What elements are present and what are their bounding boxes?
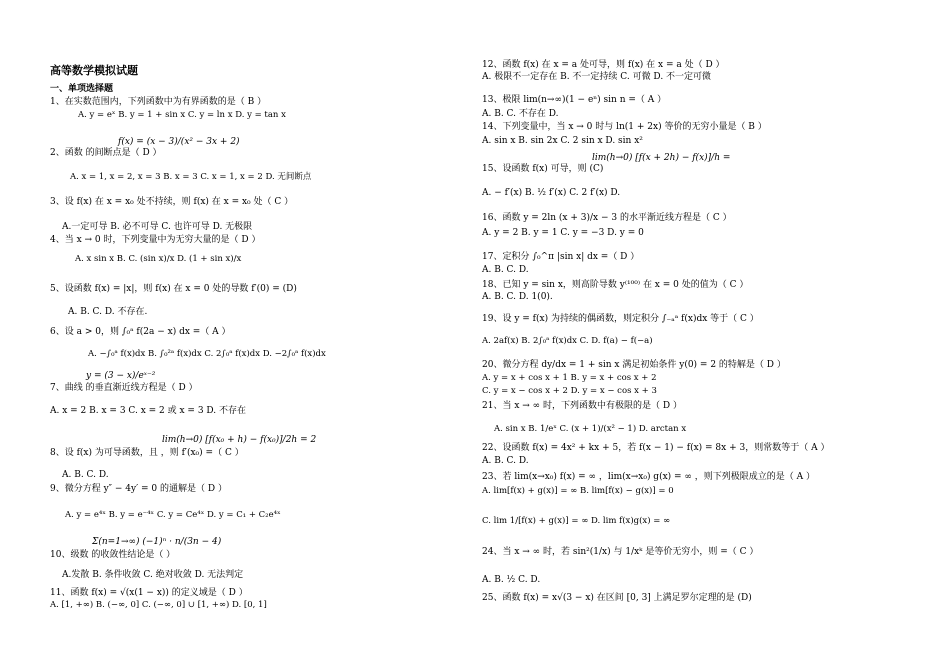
col-right-line-0: 12、函数 f(x) 在 x = a 处可导，则 f(x) 在 x = a 处（ D ） <box>482 60 725 70</box>
col-left-line-5: 3、设 f(x) 在 x = x₀ 处不持续，则 f(x) 在 x = x₀ 处（ C ） <box>50 197 294 207</box>
section-heading: 一、单项选择题 <box>50 84 114 94</box>
col-left-line-15: A. x = 2 B. x = 3 C. x = 2 或 x = 3 D. 不存在 <box>50 406 247 416</box>
col-right-line-25: A. lim[f(x) + g(x)] = ∞ B. lim[f(x) − g(x)] = 0 <box>482 486 674 496</box>
document-title: 高等数学模拟试题 <box>50 64 138 77</box>
col-right-line-22: 22、设函数 f(x) = 4x² + kx + 5，若 f(x − 1) − f(x) = 8x + 3，则常数等于（ A ） <box>482 443 830 453</box>
col-left-line-18: A. B. C. D. <box>62 470 109 480</box>
col-right-line-27: 24、当 x → ∞ 时，若 sin²(1/x) 与 1/xᵏ 是等价无穷小，则 =（ C ） <box>482 547 759 557</box>
col-right-line-11: 17、定积分 ∫₀^π |sin x| dx =（ D ） <box>482 252 640 262</box>
col-left-line-4: A. x = 1, x = 2, x = 3 B. x = 3 C. x = 1, x = 2 D. 无间断点 <box>70 172 312 182</box>
col-right-line-3: A. B. C. 不存在 D. <box>482 109 559 119</box>
col-left-line-9: 5、设函数 f(x) = |x|，则 f(x) 在 x = 0 处的导数 f′(0) = (D) <box>50 284 297 294</box>
col-right-line-9: 16、函数 y = 2ln (x + 3)/x − 3 的水平渐近线方程是（ C ） <box>482 213 732 223</box>
col-left-line-10: A. B. C. D. 不存在. <box>68 307 148 317</box>
col-left-line-24: 11、函数 f(x) = √(x(1 − x)) 的定义域是（ D ） <box>50 588 248 598</box>
col-left-line-6: A.一定可导 B. 必不可导 C. 也许可导 D. 无极限 <box>62 222 253 232</box>
col-right-line-5: A. sin x B. sin 2x C. 2 sin x D. sin x² <box>482 136 643 146</box>
col-right-line-14: A. B. C. D. 1(0). <box>482 292 553 302</box>
col-right-line-15: 19、设 y = f(x) 为持续的偶函数，则定积分 ∫₋ₐᵃ f(x)dx 等于（ C ） <box>482 314 759 324</box>
col-left-line-19: 9、微分方程 y″ − 4y′ = 0 的通解是（ D ） <box>50 484 227 494</box>
col-right-line-21: A. sin x B. 1/eˣ C. (x + 1)/(x² − 1) D. arctan x <box>494 424 687 434</box>
col-left-line-13: y = (3 − x)/eˣ⁻² <box>86 371 156 381</box>
col-right-line-20: 21、当 x → ∞ 时，下列函数中有极限的是（ D ） <box>482 401 682 411</box>
col-right-line-13: 18、已知 y = sin x，则高阶导数 y⁽¹⁰⁰⁾ 在 x = 0 处的值为（ C ） <box>482 280 749 290</box>
col-right-line-28: A. B. ½ C. D. <box>482 575 541 585</box>
col-left-line-14: 7、曲线 的垂直渐近线方程是（ D ） <box>50 383 198 393</box>
col-left-line-2: f(x) = (x − 3)/(x² − 3x + 2) <box>118 137 240 147</box>
col-left-line-12: A. −∫₀ᵃ f(x)dx B. ∫₀²ᵃ f(x)dx C. 2∫₀ᵃ f(x)dx D. −2∫₀ᵃ f(x)dx <box>88 349 326 359</box>
col-left-line-23: A.发散 B. 条件收敛 C. 绝对收敛 D. 无法判定 <box>62 570 244 580</box>
col-right-line-8: A. − f′(x) B. ½ f′(x) C. 2 f′(x) D. <box>482 188 621 198</box>
col-right-line-23: A. B. C. D. <box>482 456 529 466</box>
col-left-line-21: Σ(n=1→∞) (−1)ⁿ · n/(3n − 4) <box>92 537 222 547</box>
col-right-line-10: A. y = 2 B. y = 1 C. y = −3 D. y = 0 <box>482 228 644 238</box>
col-right-line-12: A. B. C. D. <box>482 265 529 275</box>
col-right-line-18: A. y = x + cos x + 1 B. y = x + cos x + 2 <box>482 373 657 383</box>
col-left-line-25: A. [1, +∞) B. (−∞, 0] C. (−∞, 0] ∪ [1, +∞) D. [0, 1] <box>50 600 267 610</box>
col-right-line-29: 25、函数 f(x) = x√(3 − x) 在区间 [0, 3] 上满足罗尔定理的是 (D) <box>482 593 752 603</box>
col-left-line-11: 6、设 a > 0，则 ∫₀ᵃ f(2a − x) dx =（ A ） <box>50 327 231 337</box>
col-right-line-1: A. 极限不一定存在 B. 不一定持续 C. 可微 D. 不一定可微 <box>482 72 712 82</box>
col-right-line-17: 20、微分方程 dy/dx = 1 + sin x 满足初始条件 y(0) = 2 的特解是（ D ） <box>482 360 786 370</box>
col-right-line-19: C. y = x − cos x + 2 D. y = x − cos x + 3 <box>482 386 657 396</box>
col-left-line-22: 10、级数 的收敛性结论是（ ） <box>50 550 176 560</box>
col-left-line-7: 4、当 x → 0 时，下列变量中为无穷大量的是（ D ） <box>50 235 261 245</box>
col-left-line-3: 2、函数 的间断点是（ D ） <box>50 148 162 158</box>
col-left-line-1: A. y = eˣ B. y = 1 + sin x C. y = ln x D. y = tan x <box>78 110 286 120</box>
col-left-line-16: lim(h→0) [f(x₀ + h) − f(x₀)]/2h = 2 <box>162 435 317 445</box>
col-right-line-24: 23、若 lim(x→x₀) f(x) = ∞ ，lim(x→x₀) g(x) = ∞ ，则下列极限成立的是（ A ） <box>482 472 816 482</box>
col-right-line-26: C. lim 1/[f(x) + g(x)] = ∞ D. lim f(x)g(x) = ∞ <box>482 516 671 526</box>
col-right-line-16: A. 2af(x) B. 2∫₀ᵃ f(x)dx C. D. f(a) − f(−a) <box>482 336 653 346</box>
col-left-line-8: A. x sin x B. C. (sin x)/x D. (1 + sin x)/x <box>75 254 242 264</box>
col-right-line-4: 14、下列变量中，当 x → 0 时与 ln(1 + 2x) 等价的无穷小量是（ B ） <box>482 122 767 132</box>
col-right-line-7: 15、设函数 f(x) 可导，则 (C) <box>482 164 604 174</box>
col-right-line-6: lim(h→0) [f(x + 2h) − f(x)]/h = <box>592 153 731 163</box>
col-left-line-0: 1、在实数范围内，下列函数中为有界函数的是（ B ） <box>50 97 267 107</box>
col-left-line-17: 8、设 f(x) 为可导函数，且 ，则 f′(x₀) =（ C ） <box>50 448 244 458</box>
col-left-line-20: A. y = e⁴ˣ B. y = e⁻⁴ˣ C. y = Ce⁴ˣ D. y = C₁ + C₂e⁴ˣ <box>65 510 281 520</box>
col-right-line-2: 13、极限 lim(n→∞)(1 − eⁿ) sin n =（ A ） <box>482 95 667 105</box>
